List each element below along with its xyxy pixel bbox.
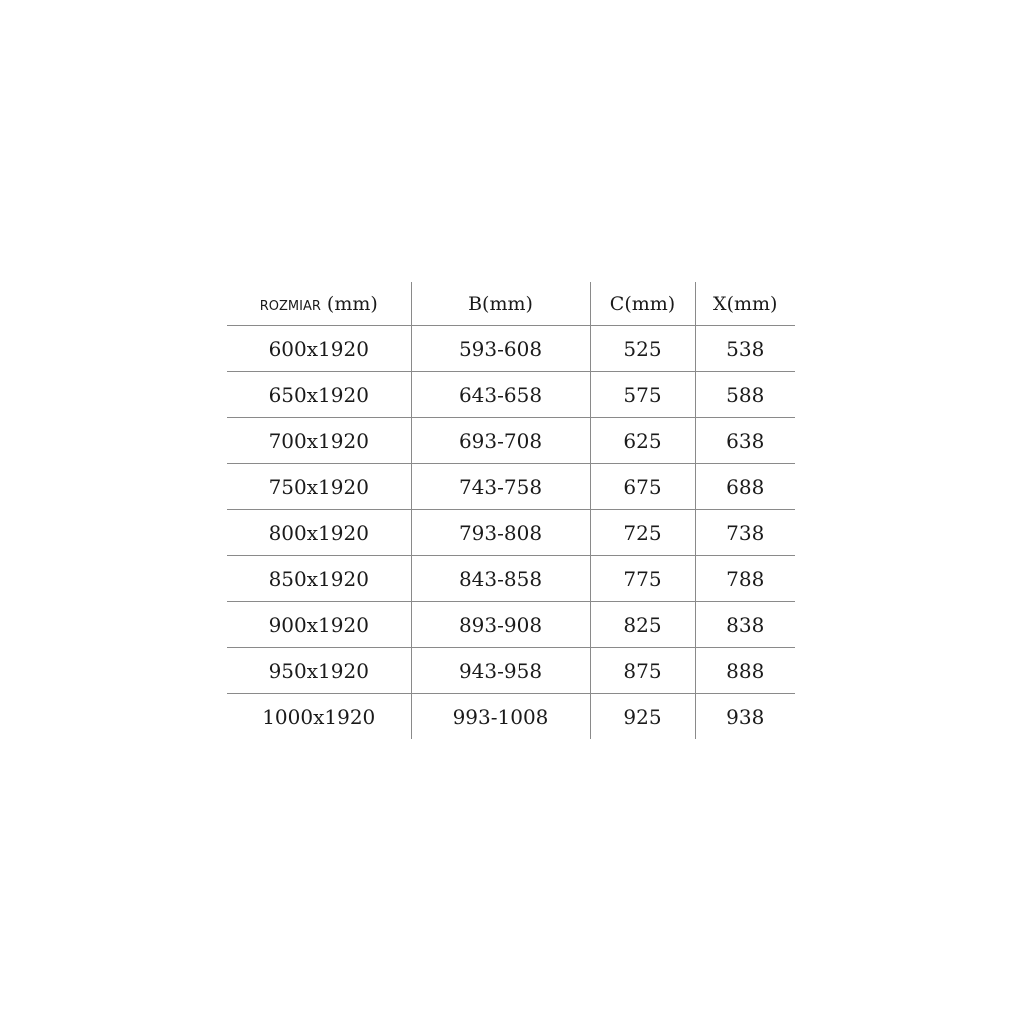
cell-c: 525 <box>590 326 695 372</box>
cell-x: 538 <box>695 326 795 372</box>
table-row <box>227 510 795 556</box>
cell-c: 675 <box>590 464 695 510</box>
cell-b: 643-658 <box>411 372 590 418</box>
cell-size: 800x1920 <box>227 510 411 556</box>
table-row <box>227 694 795 740</box>
cell-x: 688 <box>695 464 795 510</box>
cell-b: 943-958 <box>411 648 590 694</box>
cell-size: 700x1920 <box>227 418 411 464</box>
cell-c: 725 <box>590 510 695 556</box>
cell-c: 825 <box>590 602 695 648</box>
cell-size: 850x1920 <box>227 556 411 602</box>
cell-b: 693-708 <box>411 418 590 464</box>
table-row <box>227 648 795 694</box>
cell-x: 638 <box>695 418 795 464</box>
header-b-unit: (mm) <box>482 292 533 315</box>
header-c-unit: (mm) <box>624 292 676 315</box>
cell-b: 993-1008 <box>411 694 590 740</box>
table-row <box>227 556 795 602</box>
header-rozmiar-label: ROZMIAR <box>259 298 321 314</box>
cell-x: 938 <box>695 694 795 740</box>
cell-size: 650x1920 <box>227 372 411 418</box>
cell-b: 793-808 <box>411 510 590 556</box>
cell-x: 588 <box>695 372 795 418</box>
cell-c: 575 <box>590 372 695 418</box>
header-x-unit: (mm) <box>726 292 778 315</box>
cell-b: 893-908 <box>411 602 590 648</box>
table-row <box>227 326 795 372</box>
cell-x: 738 <box>695 510 795 556</box>
header-rozmiar-unit: (mm) <box>326 292 378 315</box>
cell-c: 925 <box>590 694 695 740</box>
cell-size: 600x1920 <box>227 326 411 372</box>
cell-x: 788 <box>695 556 795 602</box>
table-row <box>227 464 795 510</box>
header-rozmiar <box>227 282 411 326</box>
header-row <box>227 282 795 326</box>
table-row <box>227 418 795 464</box>
cell-size: 1000x1920 <box>262 704 376 729</box>
header-b <box>411 282 590 326</box>
cell-size: 750x1920 <box>227 464 411 510</box>
cell-c: 875 <box>590 648 695 694</box>
header-c <box>590 282 695 326</box>
cell-c: 625 <box>590 418 695 464</box>
table-row <box>227 372 795 418</box>
size-table <box>227 282 795 739</box>
header-b-label: B <box>468 292 483 315</box>
cell-b: 843-858 <box>411 556 590 602</box>
cell-size: 950x1920 <box>227 648 411 694</box>
cell-size: 900x1920 <box>227 602 411 648</box>
cell-x: 888 <box>695 648 795 694</box>
cell-c: 775 <box>590 556 695 602</box>
header-c-label: C <box>609 292 625 315</box>
header-x <box>695 282 795 326</box>
header-x-label: X <box>713 292 727 315</box>
cell-x: 838 <box>695 602 795 648</box>
cell-b: 743-758 <box>411 464 590 510</box>
cell-b: 593-608 <box>411 326 590 372</box>
table-row <box>227 602 795 648</box>
